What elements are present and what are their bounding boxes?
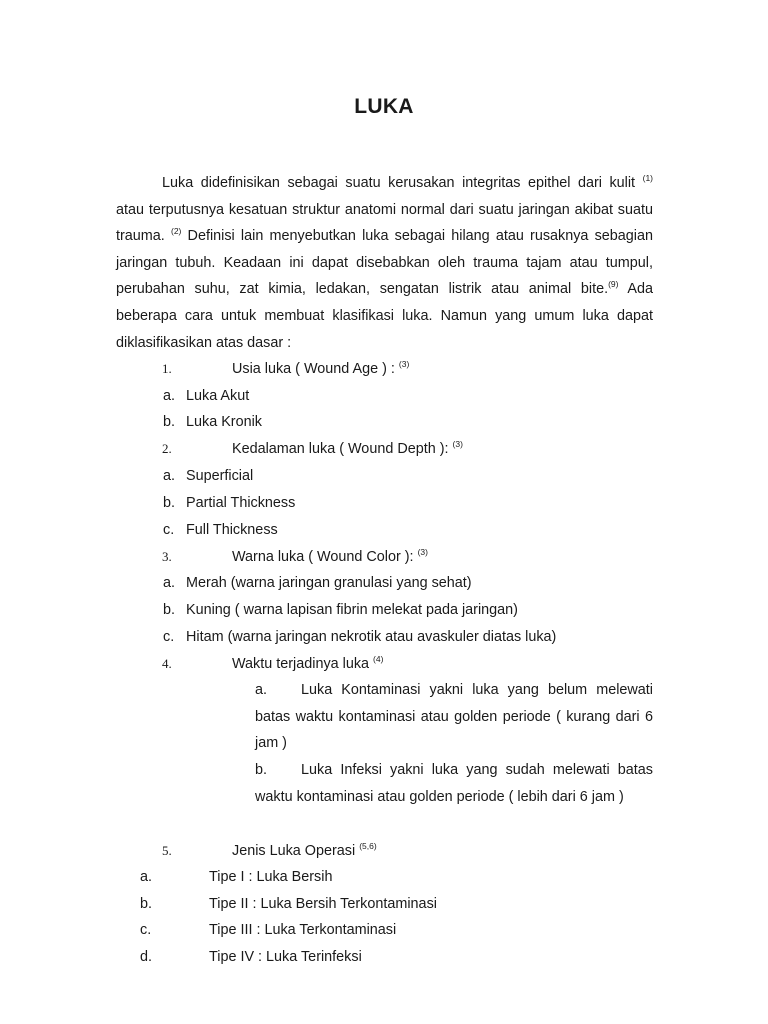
category-reference: (3) (417, 547, 428, 557)
category-label: Kedalaman luka ( Wound Depth ): (232, 441, 449, 457)
category-reference: (5,6) (359, 841, 377, 851)
list-marker: d. (140, 949, 153, 965)
list-marker: b. (163, 495, 176, 511)
category-number: 1. (162, 361, 172, 376)
category-reference: (4) (373, 654, 384, 664)
sub-item-text: Luka Kontaminasi yakni luka yang belum melewati batas waktu kontaminasi atau golden periode ( kurang dari 6 jam ) (255, 682, 653, 752)
intro-paragraph (116, 170, 653, 356)
list-item: Superficial (186, 468, 254, 484)
list-marker: a. (163, 468, 176, 484)
list-item: Full Thickness (186, 522, 278, 538)
sub-item (255, 677, 653, 757)
sub-item-marker: b. (255, 762, 268, 778)
list-marker: a. (140, 869, 153, 885)
list-item: Merah (warna jaringan granulasi yang sehat) (186, 575, 472, 591)
list-item: Tipe III : Luka Terkontaminasi (209, 922, 397, 938)
list-item: Hitam (warna jaringan nekrotik atau avaskuler diatas luka) (186, 629, 557, 645)
sub-item-marker: a. (255, 682, 268, 698)
list-marker: c. (163, 522, 175, 538)
reference-2: (2) (170, 226, 182, 237)
category-heading (232, 439, 463, 459)
intro-text-1: Luka didefinisikan sebagai suatu kerusakan integritas epithel dari kulit (162, 175, 636, 191)
category-label: Warna luka ( Wound Color ): (232, 549, 414, 565)
sub-item (255, 757, 653, 810)
list-item: Tipe II : Luka Bersih Terkontaminasi (209, 896, 437, 912)
list-marker: b. (140, 896, 153, 912)
category-number: 2. (162, 441, 172, 456)
sub-item-text: Luka Infeksi yakni luka yang sudah melewati batas waktu kontaminasi atau golden periode ( lebih dari 6 jam ) (255, 762, 653, 805)
page-title: LUKA (354, 95, 414, 118)
category-label: Jenis Luka Operasi (232, 843, 356, 859)
reference-1: (1) (642, 173, 653, 183)
category-number: 3. (162, 549, 172, 564)
intro-text-3: Definisi lain menyebutkan luka sebagai hilang atau rusaknya sebagian jaringan tubuh. Keadaan ini dapat disebabkan oleh trauma tajam atau tumpul, perubahan suhu, zat kimia, ledakan, sengatan listrik atau animal bite. (116, 228, 654, 298)
category-label: Usia luka ( Wound Age ) : (232, 361, 395, 377)
intro-text-2: atau terputusnya kesatuan struktur anatomi normal dari suatu jaringan akibat suatu trauma. (116, 201, 653, 245)
list-item: Kuning ( warna lapisan fibrin melekat pada jaringan) (186, 602, 518, 618)
category-heading (232, 547, 428, 567)
list-item: Tipe I : Luka Bersih (209, 869, 333, 885)
category-number: 5. (162, 843, 172, 858)
list-marker: c. (140, 922, 152, 938)
list-item: Tipe IV : Luka Terinfeksi (209, 949, 362, 965)
list-marker: b. (163, 414, 176, 430)
list-marker: a. (163, 575, 176, 591)
category-number: 4. (162, 656, 172, 671)
category-heading (232, 654, 383, 674)
reference-3: (9) (608, 279, 619, 290)
intro-text-4: Ada beberapa cara untuk membuat klasifikasi luka. Namun yang umum luka dapat diklasifikasikan atas dasar : (116, 281, 653, 351)
list-marker: b. (163, 602, 176, 618)
category-label: Waktu terjadinya luka (232, 656, 370, 672)
list-marker: a. (163, 388, 176, 404)
list-item: Luka Akut (186, 388, 250, 404)
category-heading (232, 359, 409, 379)
list-item: Partial Thickness (186, 495, 296, 511)
list-item: Luka Kronik (186, 414, 262, 430)
category-heading (232, 841, 377, 861)
category-reference: (3) (398, 359, 410, 369)
list-marker: c. (163, 629, 175, 645)
category-reference: (3) (452, 439, 463, 449)
